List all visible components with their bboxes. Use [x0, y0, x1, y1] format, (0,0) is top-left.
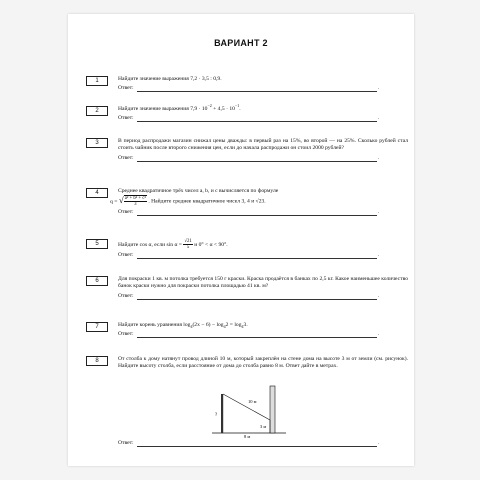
answer-row: Ответ: . — [118, 209, 379, 216]
task-7 — [95, 322, 408, 338]
task-number: 7 — [86, 322, 108, 332]
answer-label: Ответ: — [118, 331, 134, 338]
task-8-answer — [118, 438, 408, 447]
answer-row: Ответ: . — [118, 85, 379, 92]
answer-label: Ответ: — [118, 252, 134, 258]
answer-label: Ответ: — [118, 85, 134, 92]
task-text: Найдите значение выражения 7,2 · 3,5 : 0,9. — [118, 76, 222, 82]
task-2 — [95, 103, 408, 122]
answer-row: Ответ: . — [118, 252, 379, 258]
pole-height-label: ? — [215, 413, 218, 418]
wire-length-label: 10 м — [248, 399, 257, 404]
answer-row: Ответ: . — [118, 115, 379, 122]
answer-field[interactable] — [137, 294, 377, 300]
answer-field[interactable] — [137, 156, 377, 162]
task-number: 8 — [86, 356, 108, 366]
answer-row: Ответ: . — [118, 331, 379, 338]
answer-row: Ответ: . — [118, 154, 379, 161]
task-number: 6 — [86, 276, 108, 286]
answer-field[interactable] — [137, 86, 377, 92]
answer-label: Ответ: — [118, 292, 134, 299]
task-8 — [95, 356, 408, 371]
answer-row: Ответ: . — [118, 292, 379, 299]
task-number: 5 — [86, 239, 108, 249]
task-number: 4 — [86, 188, 108, 198]
task-text: Для покраски 1 кв. м потолка требуется 150 г краски. Краска продаётся в банках по 2,5 кг. Какое наименьшее количество банок краски нужно для покраски потолка площадью 41 кв. м? — [118, 276, 408, 290]
pole-wire-figure — [208, 384, 298, 440]
task-text: От столба к дому натянут провод длиной 10 м, который закреплён на стене дома на высоте 3 м от земли (см. рисунок). Найдите высоту столба, если расстояние от дома до столба равно 8 м. Ответ дайте в метрах. — [118, 356, 408, 370]
answer-label: Ответ: — [118, 115, 134, 122]
distance-label: 8 м — [244, 434, 251, 439]
task-number: 2 — [86, 106, 108, 116]
answer-field[interactable] — [137, 441, 377, 447]
answer-label: Ответ: — [118, 154, 134, 161]
answer-label: Ответ: — [118, 440, 134, 446]
answer-field[interactable] — [137, 116, 377, 122]
answer-label: Ответ: — [118, 209, 134, 216]
answer-row: Ответ: . — [118, 440, 379, 446]
formula: q = √ $\frac{\text{a² + b² + c²}}{3}$ — [110, 194, 146, 208]
wire — [223, 394, 270, 420]
answer-field[interactable] — [137, 210, 377, 216]
task-3 — [95, 138, 408, 162]
task-number: 3 — [86, 138, 108, 148]
task-6 — [95, 276, 408, 300]
task-4 — [95, 188, 408, 216]
pole — [221, 394, 223, 433]
task-text: В период распродажи магазин снижал цены дважды: в первый раз на 15%, во второй — на 25%. Сколько рублей стал стоить чайник после второго снижения цен, если до начала распродажи он стоил 2000 рублей? — [118, 138, 408, 152]
task-text: Среднее квадратичное трёх чисел a, b, и c вычисляется по формуле q = √ $\frac{\text{a² + b² + c²}}{3}$ . Найдите среднее квадратичное чисел 3, 4 и √23. — [110, 188, 279, 208]
task-text: Найдите cos α, если sin α = $\frac{√21}{5}$ и 0° < α < 90°. — [118, 239, 228, 250]
task-5 — [95, 239, 408, 259]
variant-title: ВАРИАНТ 2 — [214, 38, 268, 48]
task-1 — [95, 76, 408, 92]
worksheet-page — [68, 14, 414, 466]
wall-height-label: 3 м — [260, 424, 267, 429]
answer-field[interactable] — [137, 253, 377, 259]
house-wall — [270, 386, 275, 433]
task-number: 1 — [86, 76, 108, 86]
task-text: Найдите значение выражения $7,9 \cdot 10^{-2} + 4,5 \cdot 10^{-1}$. — [118, 103, 241, 112]
answer-field[interactable] — [137, 332, 377, 338]
task-text: Найдите корень уравнения $\log_4(2x - 6) - \log_42 = \log_43$. — [118, 322, 248, 330]
